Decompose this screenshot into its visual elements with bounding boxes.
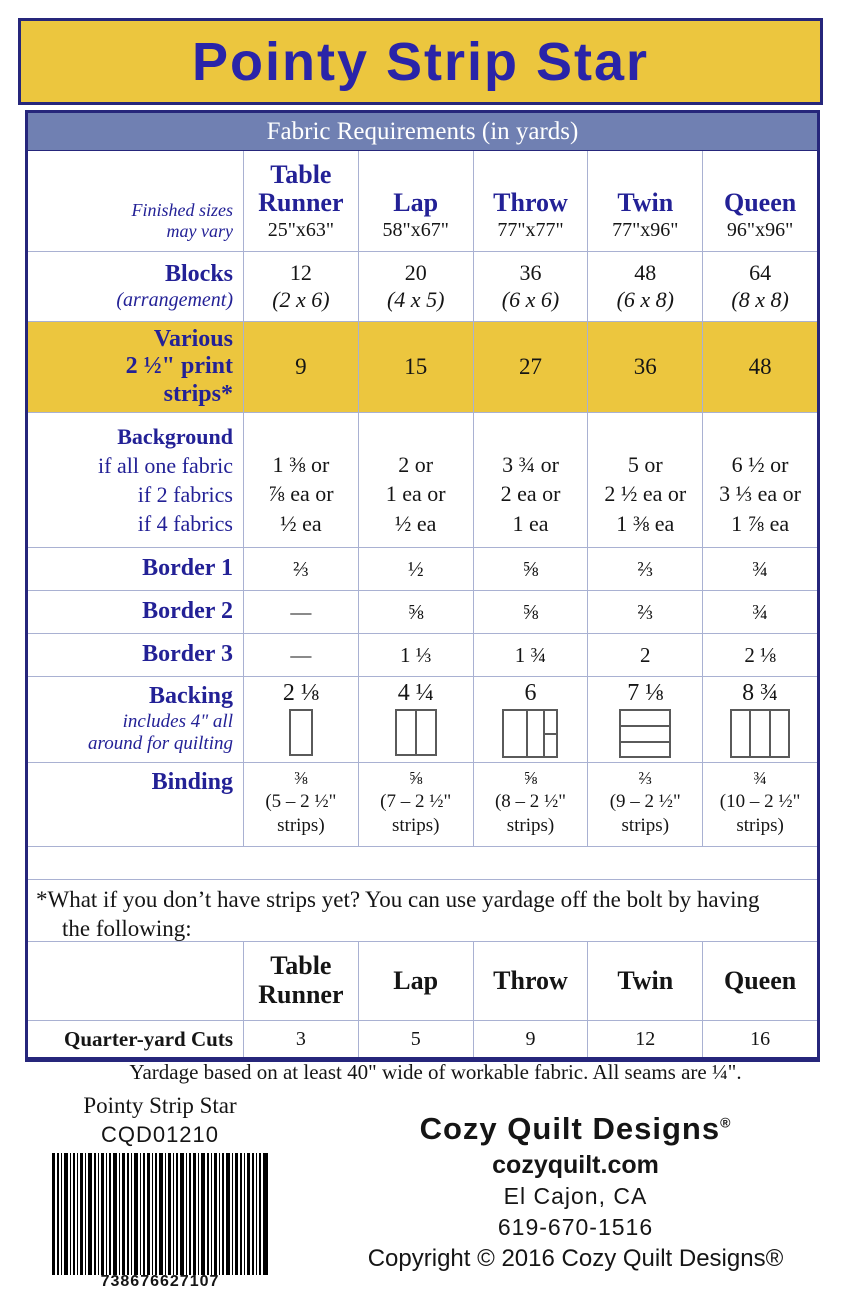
table-cell: — (243, 634, 358, 676)
table-cell: ⅝ (473, 548, 588, 590)
column-header: Table Runner (243, 942, 358, 1020)
backing-diagram-two-vertical (395, 709, 437, 756)
table-cell: ⅜ (5 – 2 ½" strips) (243, 763, 358, 846)
column-header: Queen 96"x96" (702, 151, 817, 251)
strips-note (28, 879, 817, 941)
table-cell: 64 (8 x 8) (702, 252, 817, 321)
row-label-background: Background if all one fabric if 2 fabrics if 4 fabrics (98, 423, 233, 537)
backing-diagram-three-vertical (730, 709, 790, 758)
table-cell: 16 (702, 1021, 817, 1057)
table-cell: 6 ½ or 3 ⅓ ea or 1 ⅞ ea (702, 413, 817, 547)
backing-diagram-one-panel (289, 709, 313, 756)
fabric-requirements-table (25, 110, 820, 1062)
table-cell: ⅝ (8 – 2 ½" strips) (473, 763, 588, 846)
table-cell: 27 (473, 322, 588, 412)
page-title: Pointy Strip Star (191, 31, 650, 92)
row-label-backing: Backing includes 4" all around for quilting (88, 683, 233, 755)
brand-location: El Cajon, CA (503, 1183, 648, 1210)
brand-website: cozyquilt.com (492, 1150, 659, 1179)
table-cell: 5 or 2 ½ ea or 1 ⅜ ea (587, 413, 702, 547)
column-header: Queen (702, 942, 817, 1020)
table-section-header (28, 113, 817, 151)
table-cell: 3 ¾ or 2 ea or 1 ea (473, 413, 588, 547)
corner-note: Finished sizes may vary (131, 199, 233, 242)
table-cell: ½ (358, 548, 473, 590)
strips-note-line1: *What if you don’t have strips yet? You can use yardage off the bolt by having (36, 887, 760, 912)
background-row (28, 412, 817, 547)
table-cell: 36 (587, 322, 702, 412)
border2-row (28, 590, 817, 633)
cuts-header-row (28, 941, 817, 1020)
column-header: Throw 77"x77" (473, 151, 588, 251)
table-cell: ¾ (10 – 2 ½" strips) (702, 763, 817, 846)
table-cell: ¾ (702, 548, 817, 590)
table-cell: ⅝ (473, 591, 588, 633)
backing-diagram-split-right (502, 709, 558, 758)
table-cell: 12 (2 x 6) (243, 252, 358, 321)
pattern-sku: CQD01210 (100, 1121, 220, 1147)
title-banner (18, 18, 823, 105)
product-id-block (0, 1092, 310, 1300)
spacer-row (28, 846, 817, 879)
row-label-strips: Various 2 ½" print strips* (125, 325, 233, 407)
table-cell: ⅔ (9 – 2 ½" strips) (587, 763, 702, 846)
print-strips-row (28, 321, 817, 412)
table-cell: 48 (6 x 8) (587, 252, 702, 321)
table-cell: 36 (6 x 6) (473, 252, 588, 321)
row-label-quarter-yard-cuts: Quarter-yard Cuts (64, 1026, 233, 1051)
footer (0, 1092, 841, 1300)
table-cell: 4 ¼ (358, 677, 473, 762)
barcode-number: 738676627107 (100, 1272, 220, 1290)
brand-phone: 619-670-1516 (497, 1214, 654, 1241)
column-header: Table Runner 25"x63" (243, 151, 358, 251)
column-header: Twin (587, 942, 702, 1020)
table-cell: 1 ⅜ or ⅞ ea or ½ ea (243, 413, 358, 547)
table-cell: 2 (587, 634, 702, 676)
border1-row (28, 547, 817, 590)
table-cell: 15 (358, 322, 473, 412)
table-cell: — (243, 591, 358, 633)
backing-row (28, 676, 817, 762)
barcode (52, 1153, 268, 1275)
size-header-row (28, 151, 817, 251)
table-cell: 1 ¾ (473, 634, 588, 676)
column-header: Lap 58"x67" (358, 151, 473, 251)
table-cell: ⅔ (243, 548, 358, 590)
row-label-binding: Binding (151, 769, 233, 795)
table-cell: 2 ⅛ (243, 677, 358, 762)
registered-mark: ® (720, 1114, 732, 1131)
empty-corner (28, 942, 243, 1020)
table-cell: 8 ¾ (702, 677, 817, 762)
table-cell: 3 (243, 1021, 358, 1057)
yardage-footnote: Yardage based on at least 40" wide of workable fabric. All seams are ¼". (129, 1060, 742, 1084)
row-label-border3: Border 3 (142, 641, 233, 668)
table-cell: ⅔ (587, 591, 702, 633)
table-cell: ¾ (702, 591, 817, 633)
table-cell: ⅔ (587, 548, 702, 590)
table-cell: 48 (702, 322, 817, 412)
backing-diagram-three-horizontal (619, 709, 671, 758)
column-header: Throw (473, 942, 588, 1020)
strips-note-line2: the following: (62, 915, 192, 941)
table-cell: 7 ⅛ (587, 677, 702, 762)
publisher-block (310, 1092, 841, 1300)
column-header: Lap (358, 942, 473, 1020)
border3-row (28, 633, 817, 676)
row-label-blocks: Blocks (arrangement) (116, 260, 233, 312)
table-cell: 2 ⅛ (702, 634, 817, 676)
quarter-yard-cuts-row (28, 1020, 817, 1057)
table-cell: 6 (473, 677, 588, 762)
brand-name: Cozy Quilt Designs® (419, 1111, 732, 1146)
table-cell: ⅝ (7 – 2 ½" strips) (358, 763, 473, 846)
table-cell: 9 (473, 1021, 588, 1057)
table-cell: ⅝ (358, 591, 473, 633)
table-cell: 2 or 1 ea or ½ ea (358, 413, 473, 547)
blocks-row (28, 251, 817, 321)
row-label-border2: Border 2 (142, 598, 233, 625)
copyright-line: Copyright © 2016 Cozy Quilt Designs® (367, 1245, 784, 1273)
table-cell: 1 ⅓ (358, 634, 473, 676)
pattern-name: Pointy Strip Star (83, 1093, 237, 1118)
table-cell: 9 (243, 322, 358, 412)
table-cell: 5 (358, 1021, 473, 1057)
section-header-label: Fabric Requirements (in yards) (266, 117, 579, 145)
column-header: Twin 77"x96" (587, 151, 702, 251)
row-label-border1: Border 1 (142, 555, 233, 582)
table-cell: 12 (587, 1021, 702, 1057)
table-cell: 20 (4 x 5) (358, 252, 473, 321)
binding-row (28, 762, 817, 846)
